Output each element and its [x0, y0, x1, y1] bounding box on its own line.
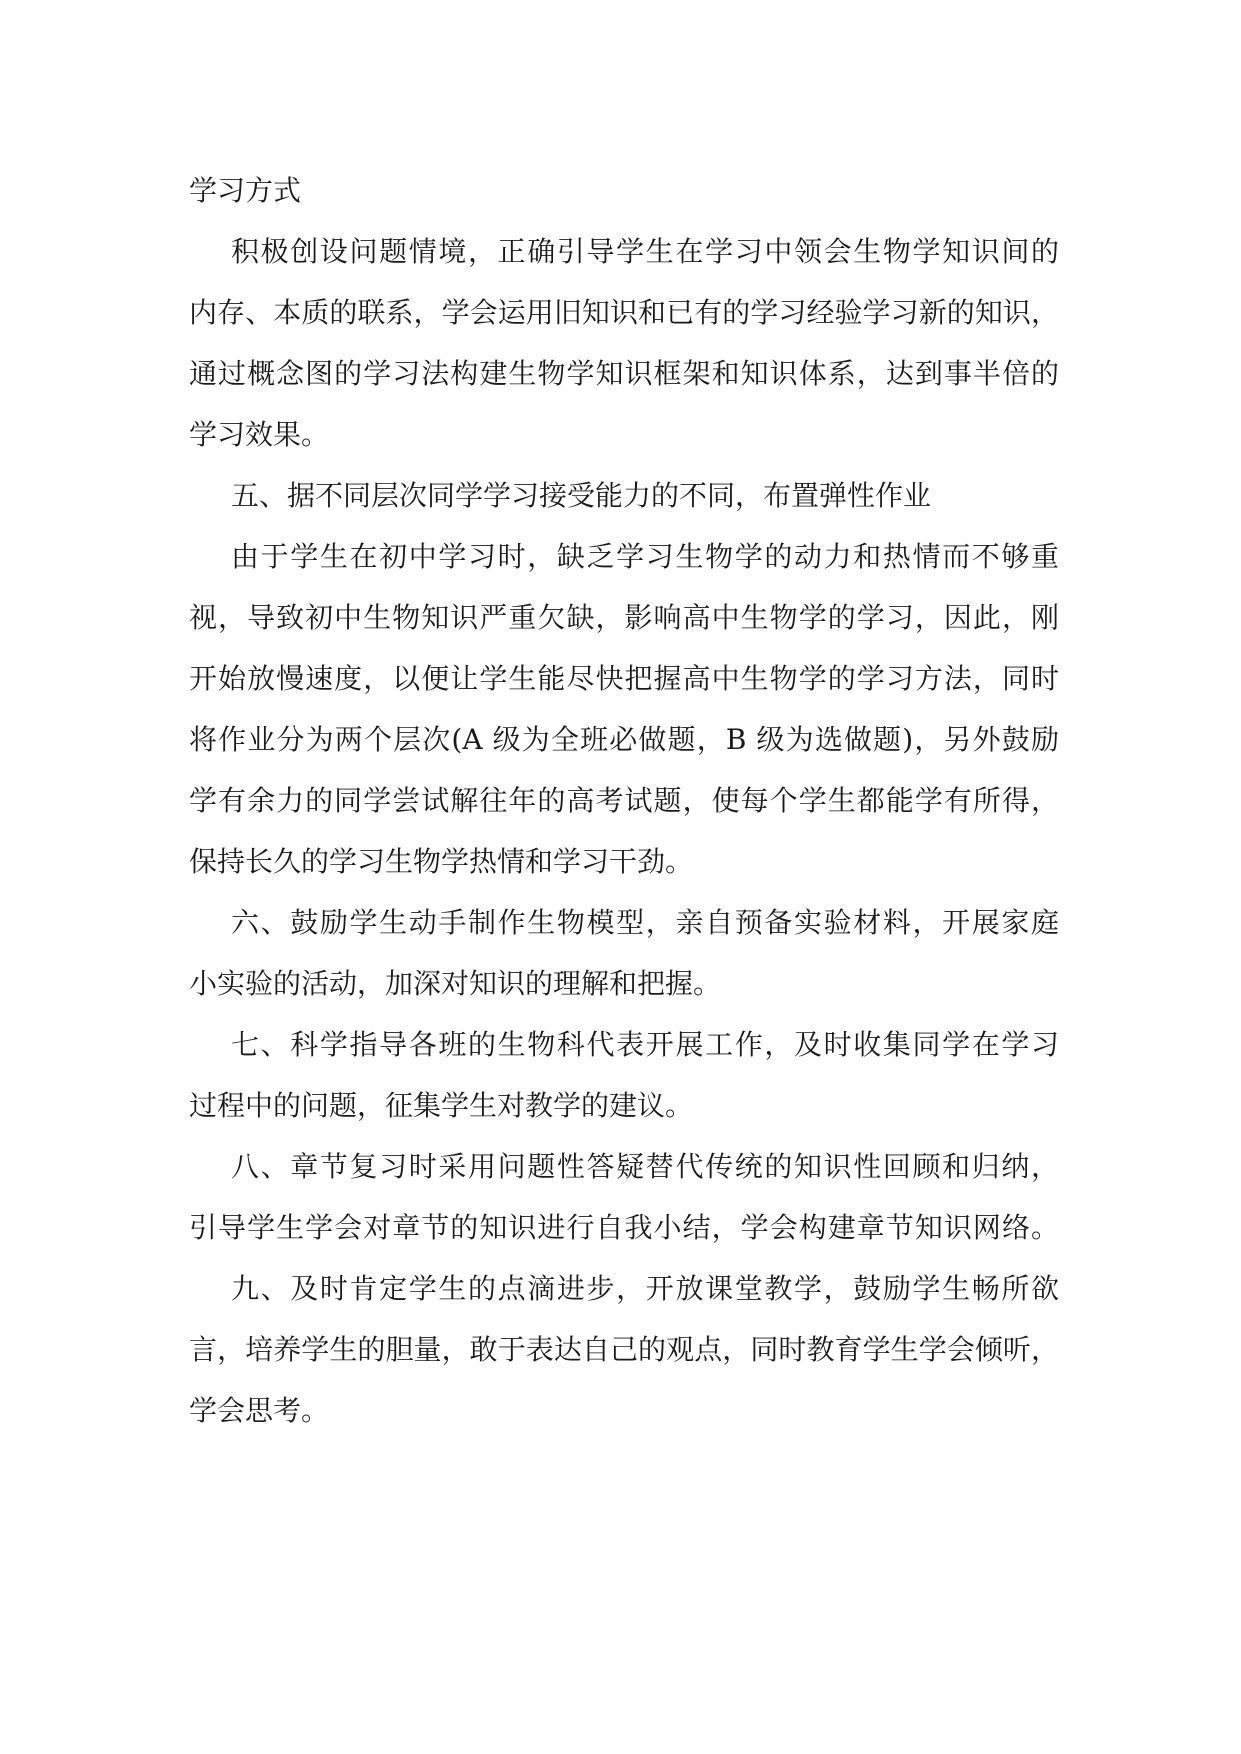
text-line: 八、章节复习时采用问题性答疑替代传统的知识性回顾和归纳，: [231, 1150, 1059, 1183]
text-line: 视，导致初中生物知识严重欠缺，影响高中生物学的学习，因此，刚: [189, 601, 1059, 634]
text-line: 学会思考。: [189, 1394, 330, 1427]
text-line: 学习方式: [189, 174, 302, 207]
text-line: 积极创设问题情境，正确引导学生在学习中领会生物学知识间的: [231, 235, 1059, 268]
document-body: [189, 160, 1059, 1441]
text-line: 六、鼓励学生动手制作生物模型，亲自预备实验材料，开展家庭: [231, 906, 1059, 939]
text-line: 学习效果。: [189, 418, 330, 451]
text-line: 内存、本质的联系，学会运用旧知识和已有的学习经验学习新的知识，: [189, 296, 1059, 329]
text-line: 言，培养学生的胆量，敢于表达自己的观点，同时教育学生学会倾听，: [189, 1333, 1059, 1366]
text-line: 通过概念图的学习法构建生物学知识框架和知识体系，达到事半倍的: [189, 357, 1059, 390]
text-line: 五、据不同层次同学学习接受能力的不同，布置弹性作业: [231, 479, 932, 512]
text-line: 七、科学指导各班的生物科代表开展工作，及时收集同学在学习: [231, 1028, 1059, 1061]
text-line: 引导学生学会对章节的知识进行自我小结，学会构建章节知识网络。: [189, 1211, 1059, 1244]
text-line: 过程中的问题，征集学生对教学的建议。: [189, 1089, 694, 1122]
text-line: 学有余力的同学尝试解往年的高考试题，使每个学生都能学有所得，: [189, 784, 1059, 817]
text-line: 将作业分为两个层次(A 级为全班必做题，B 级为选做题)，另外鼓励: [189, 723, 1059, 756]
text-line: 开始放慢速度，以便让学生能尽快把握高中生物学的学习方法，同时: [189, 662, 1059, 695]
text-line: 小实验的活动，加深对知识的理解和把握。: [189, 967, 722, 1000]
text-line: 由于学生在初中学习时，缺乏学习生物学的动力和热情而不够重: [231, 540, 1059, 573]
text-line: 九、及时肯定学生的点滴进步，开放课堂教学，鼓励学生畅所欲: [231, 1272, 1059, 1305]
text-line: 保持长久的学习生物学热情和学习干劲。: [189, 845, 694, 878]
